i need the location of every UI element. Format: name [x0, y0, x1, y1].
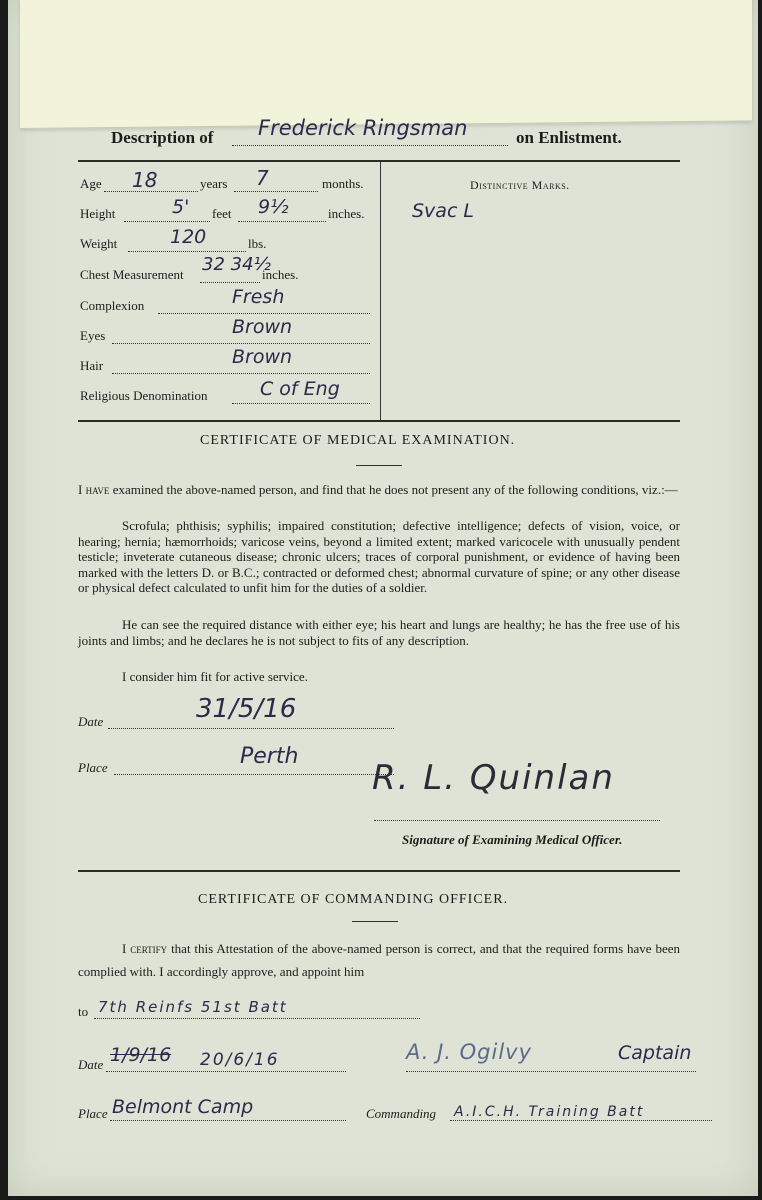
medical-paragraph-3: He can see the required distance with either eye; his heart and lungs are healthy; he has the free use of his joints and limbs; and he declares he is not subject to fits of any description. — [78, 617, 680, 648]
complexion-line — [158, 313, 370, 314]
top-rule — [78, 160, 680, 162]
commanding-date-label: Date — [78, 1057, 104, 1072]
years-label: years — [200, 176, 228, 191]
appoint-to-label: to — [78, 1004, 89, 1019]
c1-rest: that this Attestation of the above-named person is correct, and that the required forms have been complied with. I accordingly approve, and appoint him — [78, 941, 680, 979]
medical-heading: CERTIFICATE OF MEDICAL EXAMINATION. — [200, 433, 516, 448]
eyes-line — [112, 343, 370, 344]
age-years: 18 — [132, 168, 158, 192]
religion-value: C of Eng — [260, 378, 340, 400]
medical-signature-label: Signature of Examining Medical Officer. — [402, 832, 623, 847]
chest-line — [200, 282, 260, 283]
distinctive-marks-value: Svac L — [412, 200, 475, 222]
commanding-date-line — [106, 1071, 346, 1072]
commanding-heading: CERTIFICATE OF COMMANDING OFFICER. — [198, 892, 509, 907]
age-label: Age — [80, 176, 102, 191]
hair-value: Brown — [232, 346, 293, 368]
weight-line — [128, 251, 246, 252]
commanding-unit-line — [450, 1120, 712, 1121]
medical-paragraph-2: Scrofula; phthisis; syphilis; impaired constitution; defective intelligence; defects of vision, voice, or hearing; hernia; hæmorrhoids; varicose veins, beyond a limited extent; marked varicocele with unusually pendent testicle; inveterate cutaneous disease; chronic ulcers; traces of corporal punishment, or evidence of having been marked with the letters D. or B.C.; contracted or deformed chest; abnormal curvature of spine; or any other disease or physical defect calculated to unfit him for the duties of a soldier. — [78, 518, 680, 595]
inches-label: inches. — [328, 206, 365, 221]
religion-line — [232, 403, 370, 404]
medical-officer-signature: R. L. Quinlan — [372, 758, 615, 798]
c1-certify: certify — [130, 941, 168, 956]
p1-have: have — [85, 482, 110, 497]
p1-rest: examined the above-named person, and find that he does not present any of the following conditions, viz.:— — [112, 482, 678, 497]
weight-label: Weight — [80, 236, 118, 251]
medical-signature-line — [374, 820, 660, 821]
commanding-date-struck: 1/9/16 — [110, 1044, 172, 1066]
chest-value: 32 34½ — [202, 254, 271, 275]
feet-label: feet — [212, 206, 232, 221]
recruit-name: Frederick Ringsman — [258, 116, 468, 140]
lbs-label: lbs. — [248, 236, 267, 251]
commanding-unit-label: Commanding — [366, 1106, 437, 1121]
height-label: Height — [80, 206, 116, 221]
commanding-signature-line — [406, 1071, 696, 1072]
distinctive-marks-label: Distinctive Marks. — [470, 178, 570, 192]
appoint-to-value: 7th Reinfs 51st Batt — [98, 998, 288, 1016]
medical-heading-rule — [356, 465, 402, 466]
commanding-paragraph — [78, 937, 680, 983]
complexion-label: Complexion — [80, 298, 145, 313]
medical-paragraph-1 — [78, 482, 680, 498]
column-divider — [380, 162, 381, 420]
hair-label: Hair — [80, 358, 104, 373]
age-months: 7 — [256, 166, 269, 190]
commanding-place-label: Place — [78, 1106, 108, 1121]
commanding-place-line — [110, 1120, 346, 1121]
religion-label: Religious Denomination — [80, 388, 208, 403]
title-suffix: on Enlistment. — [516, 128, 622, 147]
medical-place-label: Place — [78, 760, 108, 775]
height-inches: 9½ — [258, 196, 289, 218]
medical-place-line — [114, 774, 394, 775]
commanding-officer-signature: A. J. Ogilvy — [406, 1040, 533, 1064]
complexion-value: Fresh — [232, 286, 285, 308]
medical-date-line — [108, 728, 394, 729]
attestation-page — [8, 0, 758, 1196]
p1-i: I — [78, 482, 83, 497]
title-prefix: Description of — [111, 128, 214, 147]
height-feet: 5' — [172, 196, 190, 218]
commanding-date-value: 20/6/16 — [200, 1050, 280, 1070]
commanding-heading-rule — [352, 921, 398, 922]
eyes-value: Brown — [232, 316, 293, 338]
height-feet-line — [124, 221, 210, 222]
chest-inches-label: inches. — [262, 267, 299, 282]
medical-date-value: 31/5/16 — [196, 694, 297, 724]
age-months-line — [234, 191, 318, 192]
hair-line — [112, 373, 370, 374]
weight-value: 120 — [170, 226, 207, 248]
medical-place-value: Perth — [240, 744, 299, 769]
commanding-officer-rank: Captain — [618, 1042, 692, 1064]
appoint-to-line — [94, 1018, 420, 1019]
title-name-line — [232, 145, 508, 146]
medical-paragraph-4: I consider him fit for active service. — [122, 669, 308, 684]
commanding-place-value: Belmont Camp — [112, 1096, 254, 1118]
paper-flap — [20, 0, 752, 129]
medical-top-rule — [78, 420, 680, 422]
eyes-label: Eyes — [80, 328, 106, 343]
height-inches-line — [238, 221, 326, 222]
chest-label: Chest Measurement — [80, 267, 184, 282]
commanding-unit-value: A.I.C.H. Training Batt — [454, 1104, 645, 1120]
description-title — [111, 128, 213, 148]
commanding-top-rule — [78, 870, 680, 872]
medical-date-label: Date — [78, 714, 104, 729]
months-label: months. — [322, 176, 364, 191]
c1-i: I — [122, 941, 127, 956]
